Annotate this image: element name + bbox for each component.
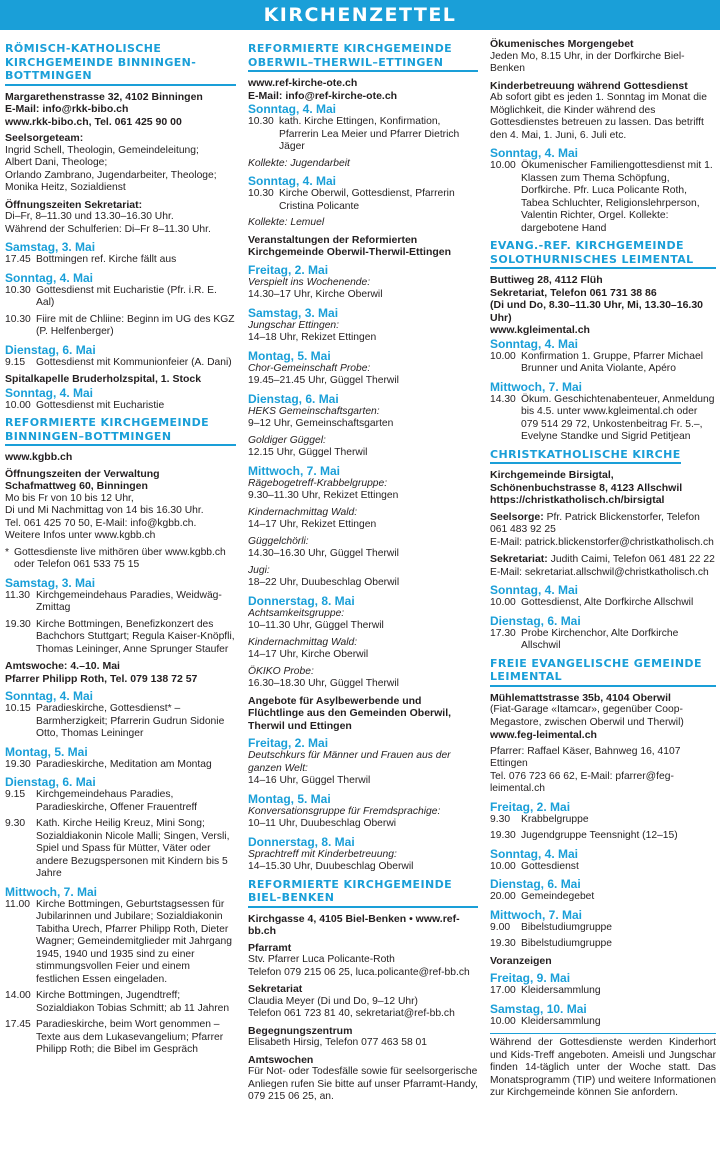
- event-time: 20.00: [490, 891, 516, 902]
- text-line: Ingrid Schell, Theologin, Gemeindeleitung;: [5, 144, 199, 156]
- bold-line: www.kgbb.ch: [5, 451, 73, 463]
- label-bold: Sekretariat:: [490, 553, 551, 565]
- section-heading: CHRISTKATHOLISCHE KIRCHE: [490, 448, 681, 465]
- text-line: Elisabeth Hirsig, Telefon 077 463 58 01: [248, 1037, 427, 1048]
- event-text: Ökumenischer Familiengottesdienst mit 1. Klassen zum Thema Schöpfung, Dorfkirche. Pfr. Luca Policante Roth, Tabea Schluchter, Religionslehrperson, Valentin Richter, Orgel. Kollekte: dargebotene Hand: [521, 160, 713, 234]
- event-time: 10.30: [248, 116, 274, 127]
- event-text: Kirchgemeindehaus Paradies, Weidwäg-Zmittag: [36, 589, 222, 613]
- event-entry: [5, 285, 236, 310]
- event-time: 17.30: [490, 627, 516, 639]
- event-entry: [5, 1019, 236, 1057]
- event-time: 10.00: [490, 597, 516, 608]
- text-line: 19.45–21.45 Uhr, Güggel Therwil: [248, 375, 399, 386]
- date-heading: Sonntag, 4. Mai: [248, 102, 337, 116]
- bold-line: Öffnungszeiten Sekretariat:: [5, 198, 143, 211]
- italic-label: Kindernachmittag Wald:: [248, 636, 358, 648]
- date-heading: Freitag, 9. Mai: [490, 971, 571, 985]
- event-text: Bottmingen ref. Kirche fällt aus: [36, 254, 177, 265]
- text-line: 10–11 Uhr, Duubeschlag Oberwi: [248, 818, 397, 829]
- bold-line: Voranzeigen: [490, 954, 552, 967]
- event-time: 17.45: [5, 254, 31, 265]
- event-text: Krabbelgruppe: [521, 813, 589, 825]
- event-time: 10.00: [490, 160, 516, 171]
- text-line: 18–22 Uhr, Duubeschlag Oberwil: [248, 577, 400, 588]
- bold-line: Angebote für Asylbewerbende und Flüchtlinge aus den Gemeinden Oberwil, Therwil und Ettingen: [248, 694, 452, 732]
- text-line: Di–Fr, 8–11.30 und 13.30–16.30 Uhr.: [5, 211, 174, 222]
- text-line: Monika Heitz, Sozialdienst: [5, 182, 126, 193]
- text-line: Stv. Pfarrer Luca Policante-Roth: [248, 954, 395, 965]
- event-time: 19.30: [490, 830, 516, 841]
- bold-line: Amtswochen: [248, 1053, 314, 1066]
- bold-line: Sekretariat: [248, 983, 303, 995]
- info-paragraph: Während der Gottesdienste werden Kinderhort und Kids-Treff angeboten. Ameisli und Jungschar finden 14-täglich unter der Woche statt. Das Monatsprogramm (TIP) und weitere Informationen zur Kirchgemeinde können Sie anfordern.: [490, 1033, 716, 1100]
- footnote: [5, 547, 236, 572]
- section-heading-wrap: [5, 412, 236, 451]
- date-heading: Dienstag, 6. Mai: [248, 391, 339, 406]
- event-time: 9.15: [5, 356, 26, 368]
- date-heading: Donnerstag, 8. Mai: [248, 834, 355, 849]
- event-entry: [490, 985, 716, 998]
- event-text: Kirche Bottmingen, Geburtstagsessen für Jubilarinnen und Jubilare; Sozialdiakonin Tabitha Urech, Pfarrer Philipp Roth, Dieter Wagner; Gemeindemitglieder mit Jahrgang 1945, 1940 und 1935 sind zu einer stimmungsvollen Feier und einem festlichen Essen eingeladen.: [36, 898, 232, 985]
- bold-line: Pfarramt: [248, 941, 292, 954]
- event-time: 17.00: [490, 985, 516, 996]
- event-entry: [490, 394, 716, 444]
- event-text: Kirche Oberwil, Gottesdienst, Pfarrerin Cristina Policante: [279, 188, 455, 212]
- date-heading: Freitag, 2. Mai: [248, 736, 329, 750]
- event-text: Kath. Kirche Heilig Kreuz, Mini Song; Sozialdiakonin Nicole Malli; Singen, Versli, Spiel und Spass für Mütter, Väter oder andere Bezugspersonen mit Kindern bis 5 Jahre: [36, 818, 230, 879]
- event-time: 10.00: [490, 860, 516, 872]
- event-text: Kirchgemeindehaus Paradies, Paradieskirche, Offener Frauentreff: [36, 789, 198, 813]
- section-heading: REFORMIERTE KIRCHGEMEINDE OBERWIL–THERWIL–ETTINGEN: [248, 42, 478, 72]
- event-text: Konfirmation 1. Gruppe, Pfarrer Michael Brunner und Anita Violante, Apéro: [521, 350, 703, 374]
- event-time: 11.30: [5, 589, 31, 601]
- bold-line: Ökumenisches Morgengebet: [490, 38, 634, 50]
- event-entry: [5, 759, 236, 772]
- event-text: Paradieskirche, beim Wort genommen – Texte aus dem Lukasevangelium; Pfarrer Philipp Roth; die Bibel im Gespräch: [36, 1019, 224, 1055]
- section-heading-wrap: [490, 653, 716, 692]
- label-value: Pfr. Patrick Blickenstorfer, Telefon 061 483 92 25: [490, 511, 700, 535]
- bold-line: (Di und Do, 8.30–11.30 Uhr, Mi, 13.30–16.30 Uhr): [490, 299, 704, 324]
- italic-label: HEKS Gemeinschaftsgarten:: [248, 405, 380, 417]
- event-time: 9.00: [490, 921, 511, 933]
- italic-label: Güggelchörli:: [248, 535, 309, 547]
- event-text: Fiire mit de Chliine: Beginn im UG des KGZ (P. Helfenberger): [36, 313, 235, 337]
- event-entry: [5, 400, 236, 413]
- event-text: Probe Kirchenchor, Alte Dorfkirche Allschwil: [521, 627, 679, 651]
- event-entry: [490, 861, 716, 874]
- text-line: E-Mail: patrick.blickenstorfer@christkatholisch.ch: [490, 536, 714, 548]
- event-entry: [490, 922, 716, 935]
- section-heading: EVANG.-REF. KIRCHGEMEINDE SOLOTHURNISCHES LEIMENTAL: [490, 239, 716, 269]
- label-bold: Seelsorge:: [490, 510, 547, 523]
- date-heading: Sonntag, 4. Mai: [490, 146, 579, 160]
- event-entry: [490, 891, 716, 904]
- date-heading: Freitag, 2. Mai: [490, 799, 571, 814]
- bold-line: www.kgleimental.ch: [490, 324, 590, 336]
- text-line: 14.30–16.30 Uhr, Güggel Therwil: [248, 548, 399, 559]
- date-heading: Mittwoch, 7. Mai: [490, 907, 583, 922]
- date-heading: Dienstag, 6. Mai: [5, 775, 96, 789]
- date-heading: Sonntag, 4. Mai: [248, 174, 337, 188]
- text-line: Telefon 061 723 81 40, sekretariat@ref-bb.ch: [248, 1008, 455, 1019]
- event-text: Kirche Bottmingen, Benefizkonzert des Bachchors Stuttgart; Regula Kaiser-Knöpfli, Thomas Leininger, Anne Sprunger Staufer: [36, 618, 235, 655]
- date-heading: Dienstag, 6. Mai: [490, 877, 581, 891]
- date-heading: Montag, 5. Mai: [5, 744, 88, 759]
- event-text: Gemeindegebet: [521, 891, 595, 902]
- text-line: 14–17 Uhr, Rekizet Ettingen: [248, 519, 377, 530]
- event-entry: [248, 116, 478, 154]
- event-time: 11.00: [5, 898, 31, 910]
- date-heading: Sonntag, 4. Mai: [5, 689, 94, 703]
- event-entry: [5, 590, 236, 615]
- event-entry: [5, 899, 236, 987]
- date-heading: Sonntag, 4. Mai: [490, 846, 579, 861]
- column-right: [490, 38, 716, 1172]
- text-line: Ab sofort gibt es jeden 1. Sonntag im Monat die Möglichkeit, die Kinder während des Gottesdienstes betreuen zu lassen. Das betrifft den 4. Mai, 1. Juni, 6. Juli etc.: [490, 92, 707, 141]
- event-entry: [5, 357, 236, 370]
- italic-label: Deutschkurs für Männer und Frauen aus der ganzen Welt:: [248, 750, 451, 774]
- label-line: [490, 511, 716, 537]
- date-heading: Samstag, 3. Mai: [5, 575, 96, 590]
- italic-label: Sprachtreff mit Kinderbetreuung:: [248, 848, 397, 860]
- event-text: Ökum. Geschichtenabenteuer, Anmeldung bis 4.5. unter www.kgleimental.ch oder 079 514 29 72, Unkostenbeitrag Fr. 5.–, Evelyne Standke und Sigrid Petitjean: [521, 393, 715, 442]
- text-line: E-Mail: sekretariat.allschwil@christkatholisch.ch: [490, 566, 709, 578]
- text-line: 14–17 Uhr, Kirche Oberwil: [248, 649, 369, 660]
- event-time: 9.30: [490, 813, 511, 825]
- bold-line: Kirchgemeinde Birsigtal, Schönenbuchstrasse 8, 4123 Allschwil: [490, 469, 683, 494]
- date-heading: Sonntag, 4. Mai: [5, 270, 94, 285]
- date-heading: Sonntag, 4. Mai: [490, 336, 579, 351]
- text-line: Orlando Zambrano, Jugendarbeiter, Theologe;: [5, 169, 217, 181]
- event-text: Paradieskirche, Meditation am Montag: [36, 758, 212, 770]
- event-entry: [248, 188, 478, 213]
- italic-label: Jungschar Ettingen:: [248, 319, 340, 331]
- text-line: 14.30–17 Uhr, Kirche Oberwil: [248, 289, 383, 300]
- italic-label: Rägebogetreff-Krabbelgruppe:: [248, 477, 388, 489]
- section-heading-wrap: [248, 874, 478, 913]
- text-line: Tel. 061 425 70 50, E-Mail: info@kgbb.ch.: [5, 517, 197, 529]
- event-text: Gottesdienst mit Eucharistie (Pfr. i.R. E. Aal): [36, 284, 217, 308]
- event-text: Bibelstudiumgruppe: [521, 921, 613, 933]
- event-time: 10.00: [490, 1015, 516, 1027]
- date-heading: Samstag, 10. Mai: [490, 1001, 587, 1016]
- event-time: 9.15: [5, 789, 26, 800]
- event-time: 10.30: [5, 313, 31, 325]
- event-text: Paradieskirche, Gottesdienst* – Barmherzigkeit; Pfarrerin Gudrun Sidonie Otto, Thomas Leininger: [36, 703, 225, 739]
- text-line: Mo bis Fr von 10 bis 12 Uhr,: [5, 492, 134, 504]
- italic-label: Kollekte: Lemuel: [248, 217, 325, 228]
- event-time: 14.30: [490, 393, 516, 405]
- date-heading: Sonntag, 4. Mai: [490, 583, 579, 597]
- event-entry: [5, 990, 236, 1015]
- event-text: kath. Kirche Ettingen, Konfirmation, Pfarrerin Lea Meier und Pfarrer Dietrich Jäger: [279, 116, 460, 152]
- date-heading: Mittwoch, 7. Mai: [248, 463, 341, 478]
- section-heading-wrap: [5, 38, 236, 91]
- text-line: Für Not- oder Todesfälle sowie für seelsorgerische Anliegen rufen Sie bitte auf unser Pfarramt-Handy, 079 215 06 25, an.: [248, 1066, 478, 1102]
- bold-line: E-Mail: info@ref-kirche-ote.ch: [248, 89, 398, 102]
- event-entry: [490, 160, 716, 235]
- date-heading: Samstag, 3. Mai: [248, 305, 339, 320]
- text-line: Pfarrer: Raffael Käser, Bahnweg 16, 4107 Ettingen: [490, 745, 681, 769]
- label-value: Judith Caimi, Telefon 061 481 22 22: [550, 554, 715, 565]
- event-time: 14.00: [5, 990, 31, 1001]
- text-line: Albert Dani, Theologe;: [5, 157, 108, 168]
- bold-line: www.rkk-bibo.ch, Tel. 061 425 90 00: [5, 115, 182, 128]
- column-middle: [248, 38, 478, 1172]
- bold-line: Mühlemattstrasse 35b, 4104 Oberwil: [490, 691, 671, 704]
- event-entry: [490, 351, 716, 376]
- section-heading-wrap: [490, 444, 716, 470]
- event-entry: [5, 703, 236, 741]
- date-heading: Dienstag, 6. Mai: [490, 613, 581, 628]
- date-heading: Mittwoch, 7. Mai: [490, 379, 583, 394]
- date-heading: Montag, 5. Mai: [248, 348, 331, 363]
- bold-line: E-Mail: info@rkk-bibo.ch: [5, 103, 129, 115]
- event-entry: [5, 789, 236, 814]
- event-time: 10.00: [5, 399, 31, 411]
- bold-line: Pfarrer Philipp Roth, Tel. 079 138 72 57: [5, 672, 198, 685]
- bold-line: Seelsorgeteam:: [5, 132, 84, 144]
- event-text: Kirche Bottmingen, Jugendtreff; Sozialdiakon Tobias Schmitt; ab 11 Jahren: [36, 990, 230, 1014]
- label-line: [490, 553, 716, 567]
- text-line: 10–11.30 Uhr, Güggel Therwil: [248, 620, 384, 631]
- text-line: 12.15 Uhr, Güggel Therwil: [248, 447, 368, 458]
- event-time: 19.30: [490, 938, 516, 949]
- event-entry: [490, 1016, 716, 1029]
- label-line: Kirchgasse 4, 4105 Biel-Benken • www.ref-bb.ch: [248, 912, 460, 937]
- column-left: [5, 38, 236, 1172]
- event-time: 17.45: [5, 1019, 31, 1030]
- section-heading: FREIE EVANGELISCHE GEMEINDE LEIMENTAL: [490, 657, 716, 687]
- italic-label: Konversationsgruppe für Fremdsprachige:: [248, 805, 441, 817]
- event-entry: [490, 830, 716, 843]
- italic-label: Achtsamkeitsgruppe:: [248, 607, 345, 619]
- event-entry: [490, 628, 716, 653]
- italic-label: Kollekte: Jugendarbeit: [248, 157, 350, 169]
- event-time: 10.30: [248, 188, 274, 199]
- event-time: 19.30: [5, 758, 31, 770]
- text-line: 14–15.30 Uhr, Duubeschlag Oberwil: [248, 861, 414, 872]
- event-entry: [490, 597, 716, 610]
- bold-line: Öffnungszeiten der Verwaltung: [5, 467, 160, 480]
- text-line: Jeden Mo, 8.15 Uhr, in der Dorfkirche Biel-Benken: [490, 50, 685, 74]
- text-line: 14–18 Uhr, Rekizet Ettingen: [248, 332, 377, 343]
- event-text: Gottesdienst mit Kommunionfeier (A. Dani): [36, 356, 232, 368]
- event-text: Gottesdienst, Alte Dorfkirche Allschwil: [521, 597, 694, 608]
- italic-label: ÖKIKO Probe:: [248, 665, 314, 677]
- bold-line: Margarethenstrasse 32, 4102 Binningen: [5, 90, 203, 103]
- italic-label: Kindernachmittag Wald:: [248, 506, 358, 518]
- section-heading: REFORMIERTE KIRCHGEMEINDE BINNINGEN–BOTTMINGEN: [5, 416, 236, 446]
- date-heading: Donnerstag, 8. Mai: [248, 593, 355, 608]
- event-entry: [5, 818, 236, 881]
- bold-line: Schafmattweg 60, Binningen: [5, 480, 148, 492]
- section-heading: REFORMIERTE KIRCHGEMEINDE BIEL-BENKEN: [248, 878, 478, 908]
- text-line: 14–16 Uhr, Güggel Therwil: [248, 775, 371, 786]
- text-line: 9.30–11.30 Uhr, Rekizet Ettingen: [248, 490, 399, 501]
- event-text: Kleidersammlung: [521, 1015, 601, 1027]
- event-entry: [490, 938, 716, 951]
- date-heading: Mittwoch, 7. Mai: [5, 884, 98, 899]
- italic-label: Jugi:: [248, 564, 270, 576]
- bold-line: www.ref-kirche-ote.ch: [248, 77, 358, 89]
- bold-line: Kinderbetreuung während Gottesdienst: [490, 79, 688, 92]
- event-text: Jugendgruppe Teensnight (12–15): [521, 830, 678, 841]
- bold-line: Buttiweg 28, 4112 Flüh: [490, 274, 603, 286]
- bold-line: www.feg-leimental.ch: [490, 729, 597, 741]
- text-line: Während der Schulferien: Di–Fr 8–11.30 Uhr.: [5, 223, 211, 235]
- date-heading: Samstag, 3. Mai: [5, 240, 96, 254]
- event-time: 10.30: [5, 284, 31, 296]
- text-line: Claudia Meyer (Di und Do, 9–12 Uhr): [248, 995, 418, 1007]
- text-line: 9–12 Uhr, Gemeinschaftsgarten: [248, 418, 394, 429]
- date-heading: Sonntag, 4. Mai: [5, 385, 94, 400]
- date-heading: Dienstag, 6. Mai: [5, 342, 96, 357]
- event-time: 19.30: [5, 618, 31, 630]
- bold-line: Begegnungszentrum: [248, 1024, 353, 1037]
- italic-label: Chor-Gemeinschaft Probe:: [248, 362, 371, 374]
- text-line: Weitere Infos unter www.kgbb.ch: [5, 530, 156, 541]
- event-time: 9.30: [5, 818, 26, 829]
- date-heading: Freitag, 2. Mai: [248, 262, 329, 277]
- text-line: Telefon 079 215 06 25, luca.policante@ref-bb.ch: [248, 966, 470, 978]
- text-line: 16.30–18.30 Uhr, Güggel Therwil: [248, 678, 399, 689]
- asterisk: *: [5, 546, 10, 558]
- event-time: 10.00: [490, 350, 516, 362]
- bold-line: Sekretariat, Telefon 061 731 38 86: [490, 286, 657, 299]
- bold-line: Amtswoche: 4.–10. Mai: [5, 660, 120, 672]
- event-text: Kleidersammlung: [521, 985, 601, 996]
- italic-label: Verspielt ins Wochenende:: [248, 276, 371, 288]
- section-heading: RÖMISCH-KATHOLISCHE KIRCHGEMEINDE BINNINGEN-BOTTMINGEN: [5, 42, 236, 86]
- text-line: Tel. 076 723 66 62, E-Mail: pfarrer@feg-leimental.ch: [490, 770, 674, 794]
- event-time: 10.15: [5, 703, 31, 714]
- event-entry: [5, 254, 236, 267]
- text-line: Di und Mi Nachmittag von 14 bis 16.30 Uhr.: [5, 505, 204, 516]
- event-entry: [490, 814, 716, 827]
- date-heading: Montag, 5. Mai: [248, 791, 331, 806]
- page-title: KIRCHENZETTEL: [0, 0, 720, 30]
- event-text: Gottesdienst: [521, 860, 579, 872]
- italic-label: Goldiger Güggel:: [248, 434, 326, 446]
- event-text: Bibelstudiumgruppe: [521, 938, 613, 949]
- bold-line: Spitalkapelle Bruderholzspital, 1. Stock: [5, 373, 202, 385]
- bold-line: Veranstaltungen der Reformierten Kirchgemeinde Oberwil-Therwil-Ettingen: [248, 233, 452, 258]
- bold-line: https://christkatholisch.ch/birsigtal: [490, 494, 665, 506]
- section-heading-wrap: [248, 38, 478, 77]
- footnote-text: Gottesdienste live mithören über www.kgbb.ch oder Telefon 061 533 75 15: [14, 546, 226, 570]
- text-line: (Fiat-Garage «Itamcar», gegenüber Coop-Megastore, zwischen Oberwil und Therwil): [490, 704, 684, 728]
- section-heading-wrap: [490, 235, 716, 274]
- event-entry: [5, 314, 236, 339]
- event-entry: [5, 619, 236, 657]
- event-text: Gottesdienst mit Eucharistie: [36, 399, 165, 411]
